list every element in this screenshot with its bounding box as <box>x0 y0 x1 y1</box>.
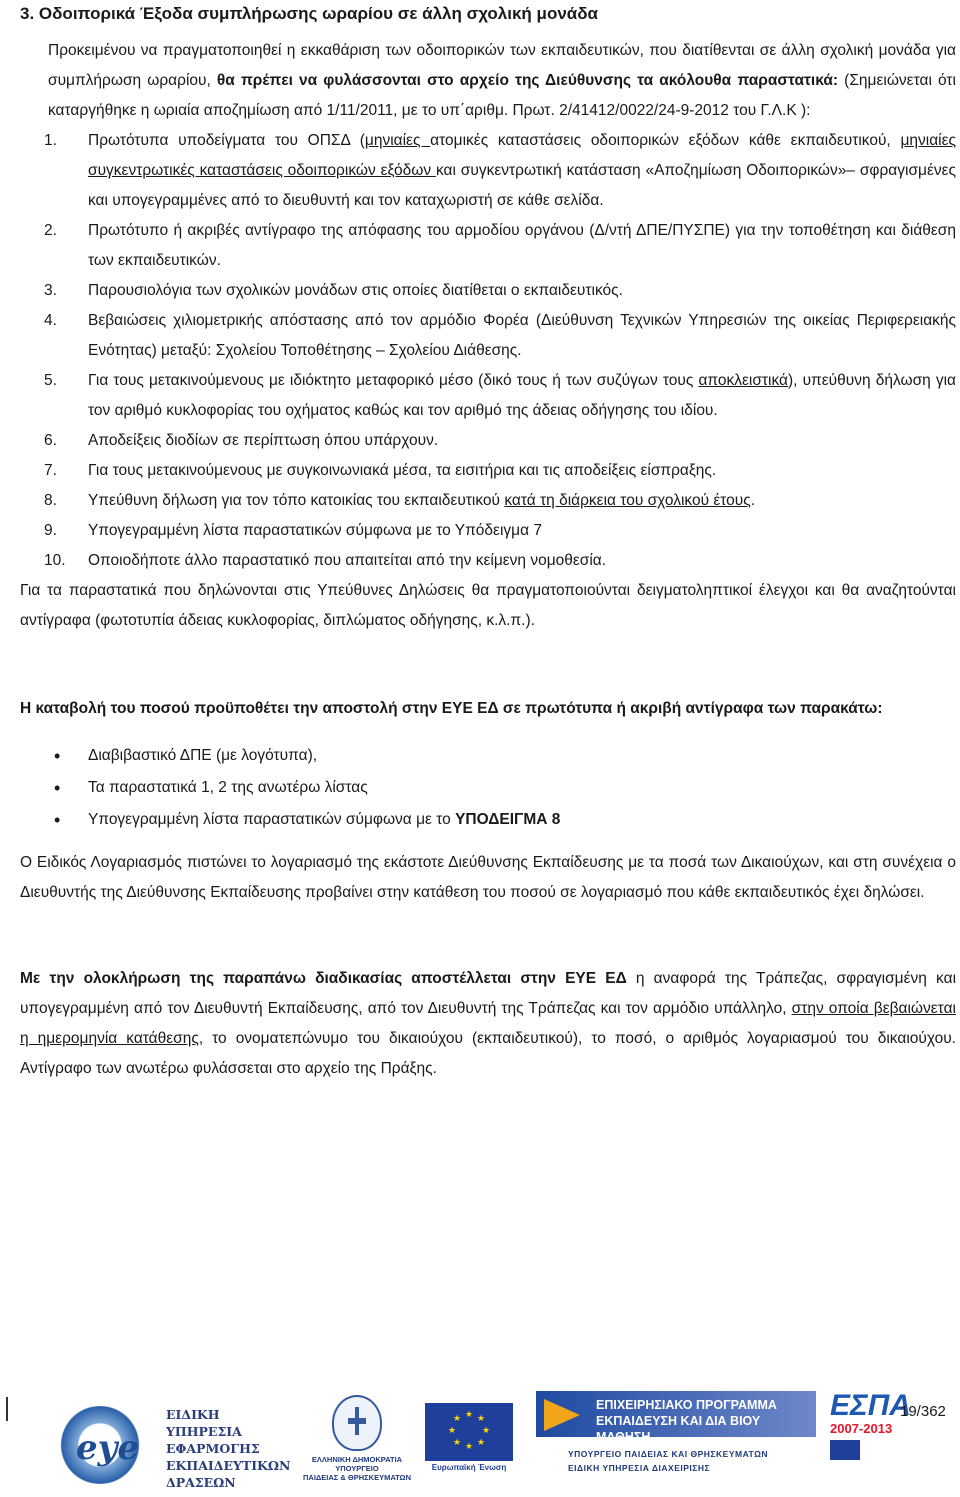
item-text: Πρωτότυπο ή ακριβές αντίγραφο της απόφασης του αρμοδίου οργάνου (Δ/ντή ΔΠΕ/ΠΥΣΠΕ) για την τοποθέτηση και διάθεση των εκπαιδευτικών. <box>88 222 956 269</box>
payment-heading <box>20 694 956 724</box>
after-list-paragraph: Για τα παραστατικά που δηλώνονται στις Υπεύθυνες Δηλώσεις θα πραγματοποιούνται δειγματοληπτικοί έλεγχοι και θα αναζητούνται αντίγραφα (φωτοτυπία άδειας κυκλοφορίας, διπλώματος οδήγησης, κ.λ.π.). <box>20 582 956 629</box>
completion-paragraph <box>20 964 956 1084</box>
programme-sub-line: ΕΙΔΙΚΗ ΥΠΗΡΕΣΙΑ ΔΙΑΧΕΙΡΙΣΗΣ <box>568 1463 711 1473</box>
completion-bold: Με την ολοκλήρωση της παραπάνω διαδικασίας αποστέλλεται στην ΕΥΕ ΕΔ <box>20 970 627 987</box>
item-text: ατομικές καταστάσεις οδοιπορικών εξόδων κάθε εκπαιδευτικού, <box>430 132 901 149</box>
list-number: 8. <box>44 492 57 509</box>
programme-sub-line: ΥΠΟΥΡΓΕΙΟ ΠΑΙΔΕΙΑΣ ΚΑΙ ΘΡΗΣΚΕΥΜΑΤΩΝ <box>568 1449 769 1459</box>
intro-bold: θα πρέπει να φυλάσσονται στο αρχείο της Διεύθυνσης τα ακόλουθα παραστατικά: <box>216 72 839 89</box>
programme-line: ΕΚΠΑΙΔΕΥΣΗ ΚΑΙ ΔΙΑ ΒΙΟΥ ΜΑΘΗΣΗ <box>596 1414 761 1444</box>
espa-years: 2007-2013 <box>830 1421 893 1436</box>
eye-label-line: ΕΦΑΡΜΟΓΗΣ <box>166 1441 260 1456</box>
list-item <box>44 516 956 546</box>
list-item <box>44 276 956 306</box>
greek-emblem-icon <box>332 1395 382 1451</box>
list-number: 3. <box>44 282 57 299</box>
ministry-line: ΕΛΛΗΝΙΚΗ ΔΗΜΟΚΡΑΤΙΑ <box>311 1455 403 1464</box>
intro-paragraph <box>20 36 956 126</box>
ministry-line: ΥΠΟΥΡΓΕΙΟ <box>335 1464 379 1473</box>
item-underlined: μηνιαίες <box>900 132 956 149</box>
list-item <box>44 306 956 366</box>
item-text: Υπογεγραμμένη λίστα παραστατικών σύμφωνα με το Υπόδειγμα 7 <box>88 522 542 539</box>
list-number: 9. <box>44 522 57 539</box>
payment-bullets <box>20 740 956 836</box>
eu-stars-icon <box>830 1440 860 1460</box>
item-text: Αποδείξεις διοδίων σε περίπτωση όπου υπάρχουν. <box>88 432 439 449</box>
completion-underlined: στην οποία βεβαιώνεται η ημερομηνία κατάθεσης <box>20 1000 956 1047</box>
eye-label <box>166 1406 290 1491</box>
greek-ministry-logo <box>296 1395 418 1491</box>
item-text: Υπεύθυνη δήλωση για τον τόπο κατοικίας του εκπαιδευτικού <box>88 492 505 509</box>
special-account-paragraph: Ο Ειδικός Λογαριασμός πιστώνει το λογαριασμό της εκάστοτε Διεύθυνσης Εκπαίδευσης με τα ποσά των Δικαιούχων, και στη συνέχεια ο Διευθυντής της Διεύθυνσης Εκπαίδευσης προβαίνει στην κατάθεση του ποσού σε λογαριασμό που κάθε εκπαιδευτικός έχει δηλώσει. <box>20 854 956 901</box>
ministry-text <box>296 1455 418 1482</box>
item-text: Πρωτότυπα υποδείγματα του ΟΠΣΔ ( <box>88 132 365 149</box>
required-documents-list <box>20 126 956 576</box>
eye-label-line: ΥΠΗΡΕΣΙΑ <box>166 1424 242 1439</box>
list-number: 1. <box>44 132 57 149</box>
eye-label-line: ΕΙΔΙΚΗ <box>166 1407 220 1422</box>
programme-logo <box>536 1391 816 1491</box>
item-text: και συγκεντρωτική κατάσταση «Αποζημίωση Οδοιπορικών»– σφραγισμένες και υπογεγραμμένες από το διευθυντή και τον καταχωριστή σε κάθε σελίδα. <box>88 162 956 209</box>
item-text: . <box>750 492 756 509</box>
bullet-text: Υπογεγραμμένη λίστα παραστατικών σύμφωνα με το <box>88 811 456 828</box>
programme-line: ΕΠΙΧΕΙΡΗΣΙΑΚΟ ΠΡΟΓΡΑΜΜΑ <box>596 1398 777 1412</box>
ministry-line: ΠΑΙΔΕΙΑΣ & ΘΡΗΣΚΕΥΜΑΤΩΝ <box>303 1473 411 1482</box>
bullet-item <box>88 772 956 804</box>
eu-logo <box>418 1403 520 1489</box>
list-item <box>44 486 956 516</box>
eye-wordmark: eye <box>76 1428 140 1468</box>
list-number: 4. <box>44 312 57 329</box>
completion-text: η αναφορά της Τράπεζας, σφραγισμένη και υπογεγραμμένη από τον Διευθυντή Εκπαίδευσης, από τον Διευθυντή της Τράπεζας και τον αρμόδιο υπάλληλο, <box>20 970 957 1017</box>
list-number: 2. <box>44 222 57 239</box>
bullet-text: Τα παραστατικά 1, 2 της ανωτέρω λίστας <box>88 779 368 796</box>
list-number: 6. <box>44 432 57 449</box>
eye-label-line: ΔΡΑΣΕΩΝ <box>166 1475 236 1490</box>
item-text: ), υπεύθυνη δήλωση για τον αριθμό κυκλοφορίας του οχήματος καθώς και τον αριθμό της άδειας οδήγησης του ιδίου. <box>88 372 957 419</box>
bullet-text: Διαβιβαστικό ΔΠΕ (με λογότυπα), <box>88 747 318 764</box>
list-item <box>44 426 956 456</box>
bullet-bold: ΥΠΟΔΕΙΓΜΑ 8 <box>455 811 561 828</box>
list-number: 7. <box>44 462 57 479</box>
section-heading: 3. Οδοιπορικά Έξοδα συμπλήρωσης ωραρίου σε άλλη σχολική μονάδα <box>20 4 598 23</box>
list-number: 5. <box>44 372 57 389</box>
espa-wordmark: ΕΣΠΑ <box>830 1389 911 1422</box>
bullet-item <box>88 804 956 836</box>
list-item <box>44 216 956 276</box>
programme-banner <box>536 1391 816 1444</box>
list-item <box>44 546 956 576</box>
completion-tail: , το ονοματεπώνυμο του δικαιούχου (εκπαιδευτικού), το ποσό, ο αριθμός λογαριασμού του δικαιούχου. Αντίγραφο των ανωτέρω φυλάσσεται στο αρχείο της Πράξης. <box>20 1030 956 1077</box>
arrow-icon <box>544 1399 580 1431</box>
item-text: Για τους μετακινούμενους με ιδιόκτητο μεταφορικό μέσο (δικό τους ή των συζύγων τους <box>88 372 699 389</box>
document-page <box>20 0 956 1084</box>
eu-text: Ευρωπαϊκή Ένωση <box>431 1463 507 1472</box>
eu-flag-icon: ★ ★ ★ ★ ★ ★ ★ ★ <box>425 1403 513 1461</box>
list-item <box>44 126 956 216</box>
page-number: 19/362 <box>900 1403 946 1420</box>
payment-heading-text: Η καταβολή του ποσού προϋποθέτει την αποστολή στην ΕΥΕ ΕΔ σε πρωτότυπα ή ακριβή αντίγραφα των παρακάτω: <box>20 700 883 717</box>
eye-logo <box>48 1400 291 1490</box>
item-text: Βεβαιώσεις χιλιομετρικής απόστασης από τον αρμόδιο Φορέα (Διεύθυνση Τεχνικών Υπηρεσιών της οικείας Περιφερειακής Ενότητας) μεταξύ: Σχολείου Τοποθέτησης – Σχολείου Διάθεσης. <box>88 312 956 359</box>
item-underlined: μηνιαίες <box>364 132 431 149</box>
item-text: Για τους μετακινούμενους με συγκοινωνιακά μέσα, τα εισιτήρια και τις αποδείξεις είσπραξης. <box>88 462 717 479</box>
item-text: Παρουσιολόγια των σχολικών μονάδων στις οποίες διατίθεται ο εκπαιδευτικός. <box>88 282 623 299</box>
item-underlined: κατά τη διάρκεια του σχολικού έτους <box>504 492 751 509</box>
list-item <box>44 366 957 426</box>
item-text: Οποιοδήποτε άλλο παραστατικό που απαιτείται από την κείμενη νομοθεσία. <box>88 552 607 569</box>
list-number: 10. <box>44 552 66 569</box>
bullet-item <box>88 740 956 772</box>
item-underlined: αποκλειστικά <box>698 372 789 389</box>
intro-tail: (Σημειώνεται ότι καταργήθηκε η ωριαία αποζημίωση από 1/11/2011, με το υπ΄αριθμ. Πρωτ. 2/41412/0022/24-9-2012 του Γ.Λ.Κ ): <box>48 72 956 119</box>
margin-bar <box>6 1397 8 1421</box>
footer-logos <box>0 1385 960 1497</box>
eye-label-line: ΕΚΠΑΙΔΕΥΤΙΚΩΝ <box>166 1458 291 1473</box>
item-underlined: συγκεντρωτικές καταστάσεις οδοιπορικών εξόδων <box>88 162 436 179</box>
list-item <box>44 456 956 486</box>
intro-text: Προκειμένου να πραγματοποιηθεί η εκκαθάριση των οδοιπορικών των εκπαιδευτικών, που διατίθενται σε άλλη σχολική μονάδα για συμπλήρωση ωραρίου, <box>48 42 956 89</box>
